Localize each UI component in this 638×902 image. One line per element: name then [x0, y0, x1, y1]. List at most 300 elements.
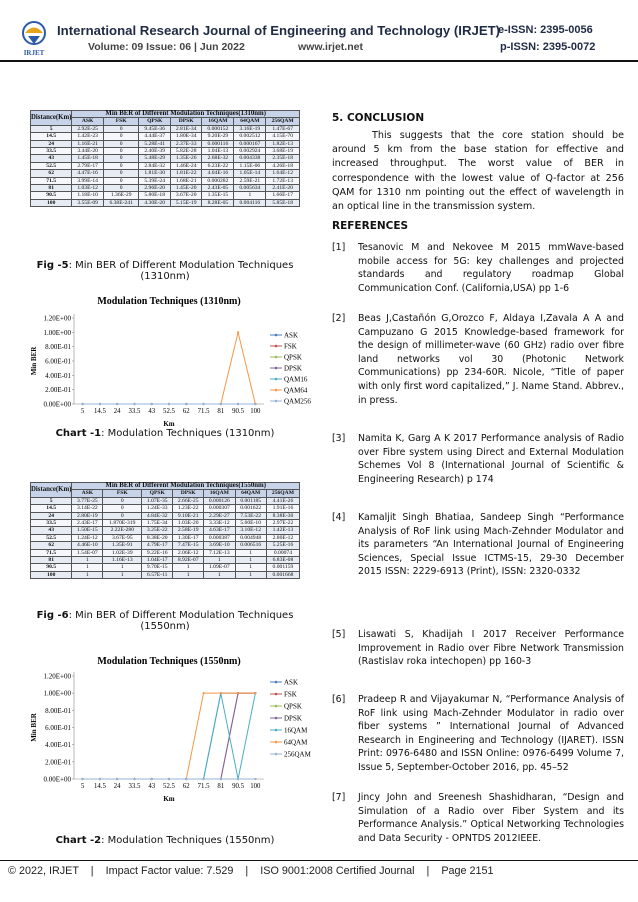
ber-cell: 1.80E-34: [170, 133, 201, 140]
ber-cell: 0: [103, 177, 139, 184]
logo-text: IRJET: [23, 49, 45, 57]
legend-label: QPSK: [284, 702, 302, 711]
ref-num: [7]: [332, 792, 346, 803]
ber-cell: 7.47E-15: [173, 542, 204, 549]
y-tick-label: 1.20E+00: [43, 672, 71, 681]
reference-item: [332, 693, 624, 775]
footer-impact: Impact Factor value: 7.529: [105, 865, 234, 877]
legend-label: QAM64: [284, 386, 308, 395]
column-header: 16QAM: [204, 490, 235, 497]
chart-1310nm: [26, 292, 326, 428]
ber-cell: 3.25E-22: [142, 527, 173, 534]
data-point: [237, 331, 239, 333]
ber-cell: 2.06E-12: [173, 549, 204, 556]
ref-num: [2]: [332, 313, 346, 324]
chart-1550nm: [26, 652, 326, 802]
ber-cell: 2.58E-19: [173, 527, 204, 534]
y-axis-label: Min BER: [30, 713, 38, 742]
pissn: p-ISSN: 2395-0072: [500, 41, 596, 53]
ref-text: Kamaljit Singh Bhatiaa, Sandeep Singh “Performance Analysis of RoF link using Mach-Zehnder Modulator and its parameters “An International Journal of Engineering Sciences, Special Issue ICTMS-15, 29-30 December 2015 ISSN: 2229-6913 (Print), ISSN: 2320-0332: [358, 512, 624, 578]
ber-cell: 1.15E-06: [234, 162, 266, 169]
x-tick-label: 62: [182, 783, 190, 790]
ber-cell: 6.57E-11: [142, 571, 173, 578]
fig5-text: : Min BER of Different Modulation Techniques (1310nm): [68, 260, 294, 282]
distance-cell: 90.5: [31, 192, 72, 199]
ber-cell: 1.81E-30: [139, 170, 170, 177]
table-row: [31, 177, 300, 184]
ber-cell: 3.33E-12: [204, 520, 235, 527]
table-row: [31, 125, 300, 132]
ber-cell: 0.000282: [202, 177, 234, 184]
ber-cell: 4.44E-37: [139, 133, 170, 140]
table-row: [31, 199, 300, 206]
x-tick-label: 33.5: [128, 783, 141, 790]
fig5-caption: [30, 260, 300, 282]
ber-cell: 9.45E-36: [139, 125, 170, 132]
x-tick-label: 5: [80, 783, 85, 790]
ber-cell: 1: [234, 192, 266, 199]
ref-text: Beas J,Castañón G,Orozco F, Aldaya I,Zavala A A and Campuzano G 2015 Knowledge-based framework for the design of millimeter-wave (60 GHz) radio over fibre land networks vol 30 (Photonic Network Communications) pp 234-60R. Nicole, “Title of paper with only first word capitalized,” J. Name Stand. Abbrev., in press.: [358, 313, 624, 406]
legend-marker: [275, 705, 278, 708]
data-point: [237, 692, 239, 694]
x-tick-label: 5: [80, 408, 85, 415]
ber-cell: 0.001622: [235, 505, 266, 512]
ber-cell: 1.03E-20: [173, 520, 204, 527]
legend-marker: [275, 717, 278, 720]
chart1-text: : Modulation Techniques (1310nm): [101, 428, 275, 439]
chart2-caption: [30, 835, 300, 846]
ber-cell: 8.38E-30: [266, 512, 299, 519]
chart2-label: Chart -2: [55, 835, 102, 846]
ber-cell: 4.30E-20: [139, 199, 170, 206]
footer-page: Page 2151: [441, 865, 494, 877]
ber-cell: 0: [103, 505, 142, 512]
ber-cell: 5.82E-28: [170, 148, 201, 155]
reference-item: [332, 628, 624, 669]
ber-cell: 1: [204, 571, 235, 578]
distance-cell: 43: [31, 527, 72, 534]
x-axis-label: Km: [163, 795, 175, 803]
legend-marker: [275, 693, 278, 696]
ber-cell: 4.26E-18: [266, 162, 300, 169]
ber-cell: 0.001159: [266, 564, 299, 571]
table-row: [31, 192, 300, 199]
reference-item: [332, 791, 624, 845]
ber-cell: 0: [103, 155, 139, 162]
ber-cell: 1.45E-20: [170, 185, 201, 192]
ber-cell: 2.22E-280: [103, 527, 142, 534]
ber-cell: 1: [204, 557, 235, 564]
ber-cell: 3.67E-95: [103, 534, 142, 541]
x-tick-label: 14.5: [93, 408, 106, 415]
ber-cell: 1: [235, 571, 266, 578]
column-header: FSK: [103, 118, 139, 125]
x-tick-label: 90.5: [232, 408, 245, 415]
ber-cell: 1.45E-18: [72, 155, 103, 162]
x-axis-label: Km: [163, 420, 175, 428]
data-point: [254, 403, 256, 405]
data-point: [151, 778, 153, 780]
ber-cell: 6.23E-22: [202, 162, 234, 169]
ber-table-1550: [30, 482, 300, 579]
distance-cell: 33.5: [31, 520, 72, 527]
data-point: [220, 403, 222, 405]
ber-cell: 0: [103, 497, 142, 504]
distance-header: Distance(Km): [31, 111, 72, 126]
table-row: [31, 140, 300, 147]
ber-cell: 2.35E-18: [266, 155, 300, 162]
ber-cell: 2.43E-05: [202, 185, 234, 192]
ber-cell: 1.35E-91: [103, 542, 142, 549]
column-header: 64QAM: [234, 118, 266, 125]
ber-cell: 1: [173, 564, 204, 571]
ber-cell: 2.79E-17: [72, 162, 103, 169]
ber-cell: 2.40E-39: [139, 148, 170, 155]
ber-cell: 5.25E-16: [266, 542, 299, 549]
chart-title: Modulation Techniques (1310nm): [97, 296, 241, 307]
table-row: [31, 557, 300, 564]
table-row: [31, 549, 300, 556]
ber-cell: 3.68E-19: [266, 148, 300, 155]
distance-cell: 5: [31, 497, 72, 504]
ber-cell: 2.84E-32: [139, 162, 170, 169]
references-heading: REFERENCES: [332, 220, 409, 232]
y-axis-label: Min BER: [30, 346, 38, 376]
ber-cell: 7.53E-22: [235, 512, 266, 519]
ber-cell: 1: [72, 557, 103, 564]
ber-cell: 2.37E-33: [170, 140, 201, 147]
ber-cell: 1.07E-35: [142, 497, 173, 504]
ber-cell: 2.59E-21: [234, 177, 266, 184]
ber-cell: 7.12E-13: [204, 549, 235, 556]
y-tick-label: 1.00E+00: [43, 328, 71, 337]
distance-cell: 100: [31, 571, 72, 578]
ber-cell: 1.42E-13: [266, 527, 299, 534]
data-point: [237, 778, 239, 780]
table-row: [31, 162, 300, 169]
ber-cell: 0: [103, 140, 139, 147]
ber-cell: 8.28E-05: [202, 199, 234, 206]
ber-cell: 4.47E-16: [72, 170, 103, 177]
ber-cell: 0: [103, 185, 139, 192]
ber-cell: 1: [235, 564, 266, 571]
ber-cell: 3.16E-19: [234, 125, 266, 132]
ber-cell: 1.50E-15: [72, 527, 103, 534]
legend-label: DPSK: [284, 364, 302, 373]
distance-cell: 52.5: [31, 534, 72, 541]
ber-cell: 0: [103, 125, 139, 132]
website-link[interactable]: www.irjet.net: [298, 41, 363, 53]
table-row: [31, 542, 300, 549]
ber-cell: 1.82E-13: [266, 140, 300, 147]
ber-cell: 6.38E-241: [103, 199, 139, 206]
y-tick-label: 8.00E-01: [45, 343, 71, 352]
ber-cell: 0: [103, 162, 139, 169]
data-point: [82, 778, 84, 780]
ref-num: [1]: [332, 242, 346, 253]
distance-cell: 71.5: [31, 177, 72, 184]
legend-label: ASK: [284, 331, 299, 340]
ber-cell: 1.23E-22: [173, 505, 204, 512]
distance-cell: 5: [31, 125, 72, 132]
distance-cell: 52.5: [31, 162, 72, 169]
x-tick-label: 43: [148, 783, 156, 790]
table-row: [31, 534, 300, 541]
x-tick-label: 33.5: [128, 408, 141, 415]
ber-cell: 1.35E-15: [202, 192, 234, 199]
table-row: [31, 505, 300, 512]
ber-cell: 1: [72, 564, 103, 571]
y-tick-label: 6.00E-01: [45, 357, 71, 366]
ber-cell: 1.75E-34: [142, 520, 173, 527]
ber-cell: 1.36E-29: [103, 192, 139, 199]
data-point: [99, 778, 101, 780]
journal-title: International Research Journal of Engineering and Technology (IRJET): [57, 23, 501, 38]
ber-cell: 0.004338: [234, 155, 266, 162]
ber-cell: 1: [173, 571, 204, 578]
x-tick-label: 24: [113, 783, 121, 790]
ber-cell: 0.00074: [266, 549, 299, 556]
y-tick-label: 4.00E-01: [45, 371, 71, 380]
ber-cell: 1.30E-17: [173, 534, 204, 541]
ber-cell: 2.29E-27: [204, 512, 235, 519]
legend-marker: [275, 378, 278, 381]
footer-divider: [0, 860, 638, 861]
x-tick-label: 71.5: [197, 408, 210, 415]
x-tick-label: 71.5: [197, 783, 210, 790]
conclusion-heading: 5. CONCLUSION: [332, 112, 425, 124]
ber-cell: 0: [103, 148, 139, 155]
ber-cell: 1.09E-07: [204, 564, 235, 571]
header-divider: [0, 60, 638, 62]
ber-cell: 2.68E-32: [202, 155, 234, 162]
legend-marker: [275, 729, 278, 732]
ber-cell: 3.55E-09: [72, 199, 103, 206]
ber-cell: 1.05E-14: [234, 170, 266, 177]
column-header: 256QAM: [266, 490, 299, 497]
ber-cell: 1.870E-319: [103, 520, 142, 527]
distance-cell: 62: [31, 542, 72, 549]
x-tick-label: 81: [217, 408, 225, 415]
ber-cell: 1: [103, 571, 142, 578]
legend-marker: [275, 753, 278, 756]
x-tick-label: 100: [250, 783, 261, 790]
table-row: [31, 133, 300, 140]
x-tick-label: 14.5: [93, 783, 106, 790]
ber-cell: 1.64E-12: [266, 170, 300, 177]
ber-cell: 0: [103, 170, 139, 177]
ber-cell: 6.83E-08: [266, 557, 299, 564]
x-tick-label: 100: [250, 408, 261, 415]
legend-marker: [275, 400, 278, 403]
x-tick-label: 24: [113, 408, 121, 415]
fig6-text: : Min BER of Different Modulation Techniques (1550nm): [68, 610, 294, 632]
table-title: Min BER of Different Modulation Techniques(1550nm): [72, 483, 300, 490]
volume-info: Volume: 09 Issue: 06 | Jun 2022: [88, 41, 245, 53]
ber-cell: 3.67E-20: [170, 192, 201, 199]
ber-cell: 0.001185: [235, 497, 266, 504]
legend-marker: [275, 681, 278, 684]
table-row: [31, 564, 300, 571]
column-header: ASK: [72, 490, 103, 497]
column-header: 64QAM: [235, 490, 266, 497]
ber-cell: 1.03E-12: [72, 185, 103, 192]
data-point: [151, 403, 153, 405]
distance-cell: 14.5: [31, 133, 72, 140]
legend-marker: [275, 367, 278, 370]
ber-cell: 1: [235, 557, 266, 564]
x-tick-label: 52.5: [163, 408, 175, 415]
ref-text: Lisawati S, Khadijah I 2017 Receiver Performance Improvement in Radio over Fibre Network Transmission (Rastislav roka intechopen) pp 160-3: [358, 629, 624, 668]
ber-cell: 5.48E-29: [139, 155, 170, 162]
data-point: [116, 778, 118, 780]
ber-cell: 1.16E-21: [72, 140, 103, 147]
conclusion-text: This suggests that the core station should be around 5 km from the base station for effective and increased throughput. The worst value of BER in correspondence with the lowest value of Q-factor at 256 QAM for 1310 nm pointing out the effect of wavelength in an optical line in the transmission system.: [332, 130, 624, 213]
table-row: [31, 170, 300, 177]
reference-item: [332, 312, 624, 407]
legend-marker: [275, 345, 278, 348]
ber-cell: 0.000126: [204, 497, 235, 504]
ber-cell: 8.38E-20: [142, 534, 173, 541]
table-row: [31, 512, 300, 519]
data-point: [202, 778, 204, 780]
ber-cell: 5.60E-10: [235, 520, 266, 527]
ber-cell: 1.68E-21: [170, 177, 201, 184]
distance-cell: 24: [31, 140, 72, 147]
ber-cell: 2.81E-34: [170, 125, 201, 132]
ber-cell: 2.41E-20: [266, 185, 300, 192]
distance-cell: 81: [31, 185, 72, 192]
legend-marker: [275, 389, 278, 392]
fig6-caption: [30, 610, 300, 632]
footer-copyright: © 2022, IRJET: [8, 865, 79, 877]
ber-cell: 2.97E-22: [266, 520, 299, 527]
y-tick-label: 0.00E+00: [43, 775, 71, 784]
x-tick-label: 90.5: [232, 783, 245, 790]
legend-label: QAM256: [284, 397, 311, 406]
column-header: ASK: [72, 118, 103, 125]
table-row: [31, 497, 300, 504]
data-point: [133, 403, 135, 405]
series-line-16qam: [83, 693, 256, 779]
ber-cell: 1: [235, 549, 266, 556]
ber-cell: 1.24E-12: [72, 534, 103, 541]
data-point: [185, 778, 187, 780]
chart-title: Modulation Techniques (1550nm): [97, 656, 241, 667]
legend-label: FSK: [284, 690, 297, 699]
legend-marker: [275, 741, 278, 744]
ber-cell: 4.79E-17: [142, 542, 173, 549]
ber-cell: 0.001668: [266, 571, 299, 578]
data-point: [202, 692, 204, 694]
y-tick-label: 1.00E+00: [43, 689, 71, 698]
column-header: QPSK: [139, 118, 170, 125]
data-point: [82, 403, 84, 405]
footer: © 2022, IRJET | Impact Factor value: 7.529 | ISO 9001:2008 Certified Journal | Page 2151: [8, 865, 494, 877]
ber-cell: 1.04E-17: [142, 557, 173, 564]
ber-cell: 1.42E-23: [72, 133, 103, 140]
y-tick-label: 0.00E+00: [43, 400, 71, 409]
ber-cell: 5.15E-19: [170, 199, 201, 206]
ber-cell: 1.54E-07: [72, 549, 103, 556]
column-header: DPSK: [170, 118, 201, 125]
table-row: [31, 571, 300, 578]
ref-text: Jincy John and Sreenesh Shashidharan, “Design and Simulation of a Radio over Fiber System and its Performance Analysis.” Optical Networking Technologies and Data Security - OPNTDS 2012IEEE.: [358, 792, 624, 844]
fig5-label: Fig -5: [36, 260, 69, 271]
series-line-qam64: [83, 332, 256, 404]
distance-cell: 62: [31, 170, 72, 177]
ber-cell: 1.02E-39: [103, 549, 142, 556]
ber-cell: 9.10E-21: [173, 512, 204, 519]
distance-cell: 100: [31, 199, 72, 206]
ber-cell: 2.92E-25: [72, 125, 103, 132]
ber-cell: 9.22E-16: [142, 549, 173, 556]
data-point: [185, 403, 187, 405]
ber-cell: 0.005634: [234, 185, 266, 192]
ref-text: Namita K, Garg A K 2017 Performance analysis of Radio over Fibre system using Direct and External Modulation Schemes Vol 8 (International Journal of Scientific & Engineering Research) p 174: [358, 433, 624, 485]
ber-cell: 5.39E-24: [139, 177, 170, 184]
ber-cell: 0.004116: [234, 199, 266, 206]
data-point: [133, 778, 135, 780]
ber-cell: 1.47E-67: [266, 125, 300, 132]
footer-iso: ISO 9001:2008 Certified Journal: [260, 865, 415, 877]
x-tick-label: 81: [217, 783, 225, 790]
ref-num: [5]: [332, 629, 346, 640]
legend-label: 16QAM: [284, 726, 308, 735]
y-tick-label: 2.00E-01: [45, 758, 71, 767]
ber-cell: 0.004948: [235, 534, 266, 541]
ber-cell: 4.15E-70: [266, 133, 300, 140]
ber-cell: 0.000116: [202, 140, 234, 147]
column-header: 16QAM: [202, 118, 234, 125]
data-point: [220, 692, 222, 694]
ber-cell: 3.44E-20: [72, 148, 103, 155]
ber-cell: 1.18E-10: [72, 192, 103, 199]
distance-cell: 33.5: [31, 148, 72, 155]
ref-num: [4]: [332, 512, 346, 523]
ref-text: Tesanovic M and Nekovee M 2015 mmWave-based mobile access for 5G: key challenges and projected standards and regulatory roadmap Global Communication Conf. (California,USA) pp 1-6: [358, 242, 624, 294]
data-point: [168, 403, 170, 405]
x-tick-label: 43: [148, 408, 156, 415]
ber-cell: 5.28E-41: [139, 140, 170, 147]
data-point: [254, 778, 256, 780]
ber-cell: 2.80E-19: [72, 512, 103, 519]
distance-cell: 14.5: [31, 505, 72, 512]
y-tick-label: 1.20E+00: [43, 314, 71, 323]
ref-num: [6]: [332, 694, 346, 705]
ber-cell: 1.66E-17: [266, 192, 300, 199]
ber-cell: 4.04E-16: [202, 170, 234, 177]
distance-cell: 43: [31, 155, 72, 162]
column-header: 256QAM: [266, 118, 300, 125]
y-tick-label: 6.00E-01: [45, 724, 71, 732]
ber-cell: 2.43E-17: [72, 520, 103, 527]
ber-cell: 0: [103, 133, 139, 140]
data-point: [168, 778, 170, 780]
x-tick-label: 52.5: [163, 783, 175, 790]
legend-marker: [275, 356, 278, 359]
ber-cell: 0.002512: [234, 133, 266, 140]
ber-cell: 1.24E-33: [142, 505, 173, 512]
ref-text: Pradeep R and Vijayakumar N, “Performance Analysis of RoF link using Mach-Zehnder Modulator in radio over fiber systems ” International Journal of Advanced Research in Engineering and Technology (IJARET). ISSN Print: 0976-6480 and ISSN Online: 0976-6499 Volume 7, Issue 5, September-October 2016, pp. 45–52: [358, 694, 624, 773]
ber-cell: 0.000307: [204, 505, 235, 512]
ber-cell: 1: [103, 564, 142, 571]
y-tick-label: 8.00E-01: [45, 706, 71, 715]
chart1-label: Chart -1: [55, 428, 102, 439]
y-tick-label: 4.00E-01: [45, 741, 71, 750]
ber-cell: 3.14E-22: [72, 505, 103, 512]
ber-cell: 2.96E-20: [139, 185, 170, 192]
